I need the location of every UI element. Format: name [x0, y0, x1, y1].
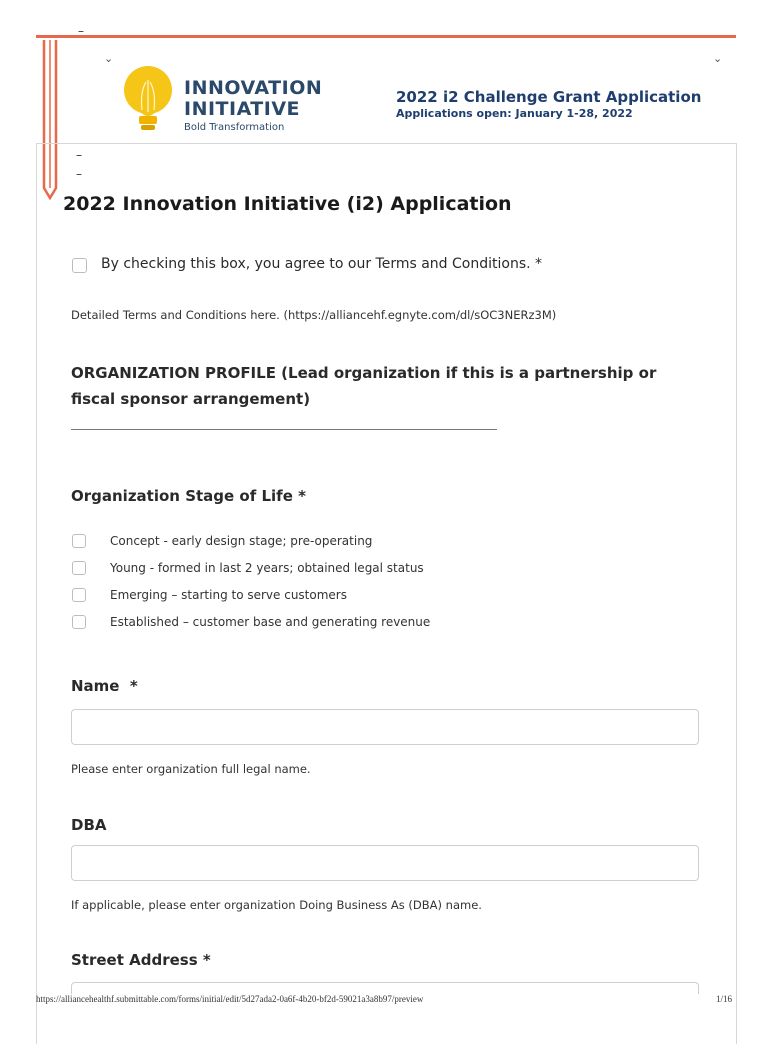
- page-number: 1/16: [716, 994, 733, 1004]
- stage-option-label: Emerging – starting to serve customers: [110, 588, 347, 602]
- street-address-label: Street Address *: [71, 951, 211, 969]
- dba-input[interactable]: [71, 845, 699, 881]
- section-title: ORGANIZATION PROFILE (Lead organization if this is a partnership or fiscal sponsor arrangement): [71, 364, 657, 408]
- dash-mark: –: [76, 148, 82, 162]
- street-address-input[interactable]: [71, 982, 699, 994]
- stage-option-checkbox[interactable]: [72, 534, 86, 548]
- chevron-down-icon[interactable]: ⌄: [713, 52, 723, 65]
- dba-help: If applicable, please enter organization Doing Business As (DBA) name.: [71, 898, 482, 912]
- stage-option-checkbox[interactable]: [72, 588, 86, 602]
- chevron-down-icon[interactable]: ⌄: [104, 52, 114, 65]
- dash-mark: –: [76, 167, 82, 181]
- logo-tagline: Bold Transformation: [184, 122, 285, 133]
- dash-mark: –: [78, 24, 84, 38]
- stage-option-label: Established – customer base and generating revenue: [110, 615, 431, 629]
- name-input[interactable]: [71, 709, 699, 745]
- name-help: Please enter organization full legal name.: [71, 762, 311, 776]
- section-divider: [71, 429, 497, 430]
- stage-option-label: Concept - early design stage; pre-operating: [110, 534, 373, 548]
- terms-checkbox[interactable]: [72, 258, 87, 273]
- name-label: Name *: [71, 677, 138, 695]
- stage-option-checkbox[interactable]: [72, 615, 86, 629]
- header-title: 2022 i2 Challenge Grant Application: [396, 88, 702, 106]
- top-accent-rule: [36, 35, 736, 38]
- stage-option-checkbox[interactable]: [72, 561, 86, 575]
- logo-wordmark: INNOVATION INITIATIVE: [184, 77, 323, 120]
- terms-label: By checking this box, you agree to our Terms and Conditions. *: [101, 256, 543, 272]
- terms-link[interactable]: Detailed Terms and Conditions here. (https://alliancehf.egnyte.com/dl/sOC3NERz3M): [71, 308, 557, 322]
- footer-url: https://alliancehealthf.submittable.com/forms/initial/edit/5d27ada2-0a6f-4b20-bf2d-59021a3a8b97/preview: [36, 994, 424, 1004]
- form-title: 2022 Innovation Initiative (i2) Application: [63, 193, 512, 215]
- stage-question: Organization Stage of Life *: [71, 487, 306, 505]
- header-subtitle: Applications open: January 1-28, 2022: [396, 107, 633, 120]
- stage-option-label: Young - formed in last 2 years; obtained legal status: [110, 561, 424, 575]
- dba-label: DBA: [71, 816, 107, 834]
